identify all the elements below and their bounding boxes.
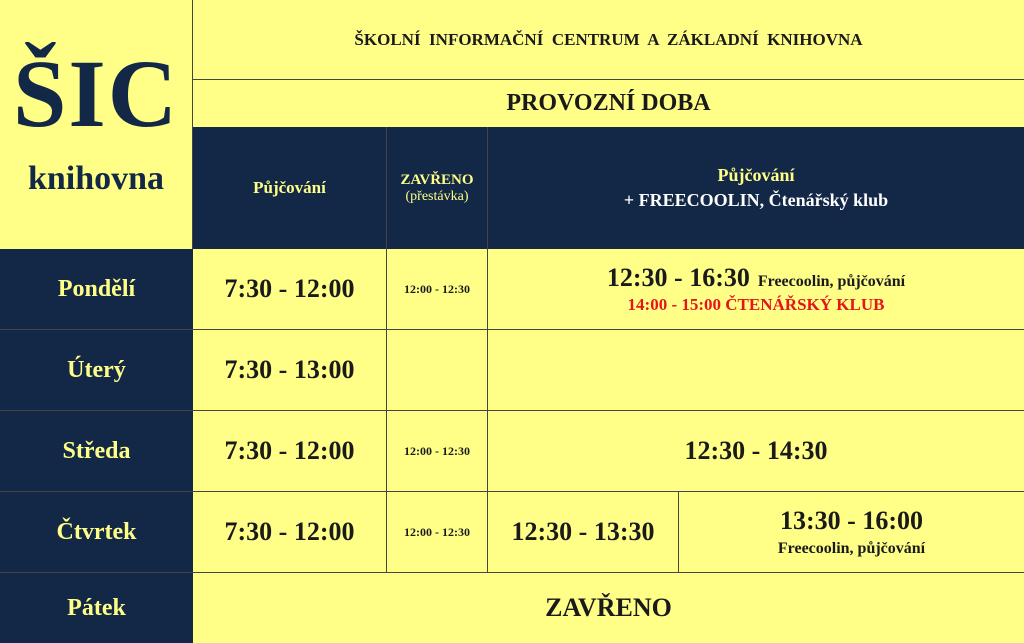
col-header-closed-label: ZAVŘENO <box>400 171 474 188</box>
thursday-afternoon-b <box>678 492 1024 573</box>
logo <box>0 0 193 249</box>
monday-morning: 7:30 - 12:00 <box>193 249 386 330</box>
col-header-afternoon <box>487 127 1024 249</box>
col-header-afternoon-line2: + FREECOOLIN, Čtenářský klub <box>623 190 889 210</box>
col-header-lending <box>193 127 386 249</box>
monday-afternoon-time: 12:30 - 16:30 <box>606 263 750 292</box>
logo-title: ŠIC <box>12 39 180 147</box>
friday-closed: ZAVŘENO <box>193 573 1024 643</box>
col-header-afternoon-line1: Půjčování <box>717 165 795 185</box>
day-label-wednesday: Středa <box>0 411 193 492</box>
monday-afternoon-note: Freecoolin, půjčování <box>757 273 906 290</box>
monday-club: 14:00 - 15:00 ČTENÁŘSKÝ KLUB <box>627 295 885 314</box>
col-header-lending-label: Půjčování <box>253 178 326 197</box>
day-label-thursday: Čtvrtek <box>0 492 193 573</box>
org-name: ŠKOLNÍ INFORMAČNÍ CENTRUM A ZÁKLADNÍ KNIHOVNA <box>193 0 1024 80</box>
day-label-tuesday: Úterý <box>0 330 193 411</box>
wednesday-morning: 7:30 - 12:00 <box>193 411 386 492</box>
monday-break: 12:00 - 12:30 <box>386 249 487 330</box>
wednesday-afternoon: 12:30 - 14:30 <box>487 411 1024 492</box>
tuesday-break <box>386 330 487 411</box>
page-title: PROVOZNÍ DOBA <box>193 80 1024 127</box>
monday-afternoon <box>487 249 1024 330</box>
thursday-afternoon-b-time: 13:30 - 16:00 <box>780 506 923 535</box>
col-header-closed-note: (přestávka) <box>405 188 469 204</box>
tuesday-afternoon <box>487 330 1024 411</box>
thursday-afternoon-a: 12:30 - 13:30 <box>487 492 678 573</box>
monday-afternoon-line <box>607 263 905 293</box>
day-label-monday: Pondělí <box>0 249 193 330</box>
tuesday-morning: 7:30 - 13:00 <box>193 330 386 411</box>
thursday-break: 12:00 - 12:30 <box>386 492 487 573</box>
thursday-afternoon-b-note: Freecoolin, půjčování <box>777 540 926 557</box>
thursday-morning: 7:30 - 12:00 <box>193 492 386 573</box>
col-header-closed <box>386 127 487 249</box>
wednesday-break: 12:00 - 12:30 <box>386 411 487 492</box>
day-label-friday: Pátek <box>0 573 193 643</box>
logo-subtitle: knihovna <box>27 159 165 197</box>
